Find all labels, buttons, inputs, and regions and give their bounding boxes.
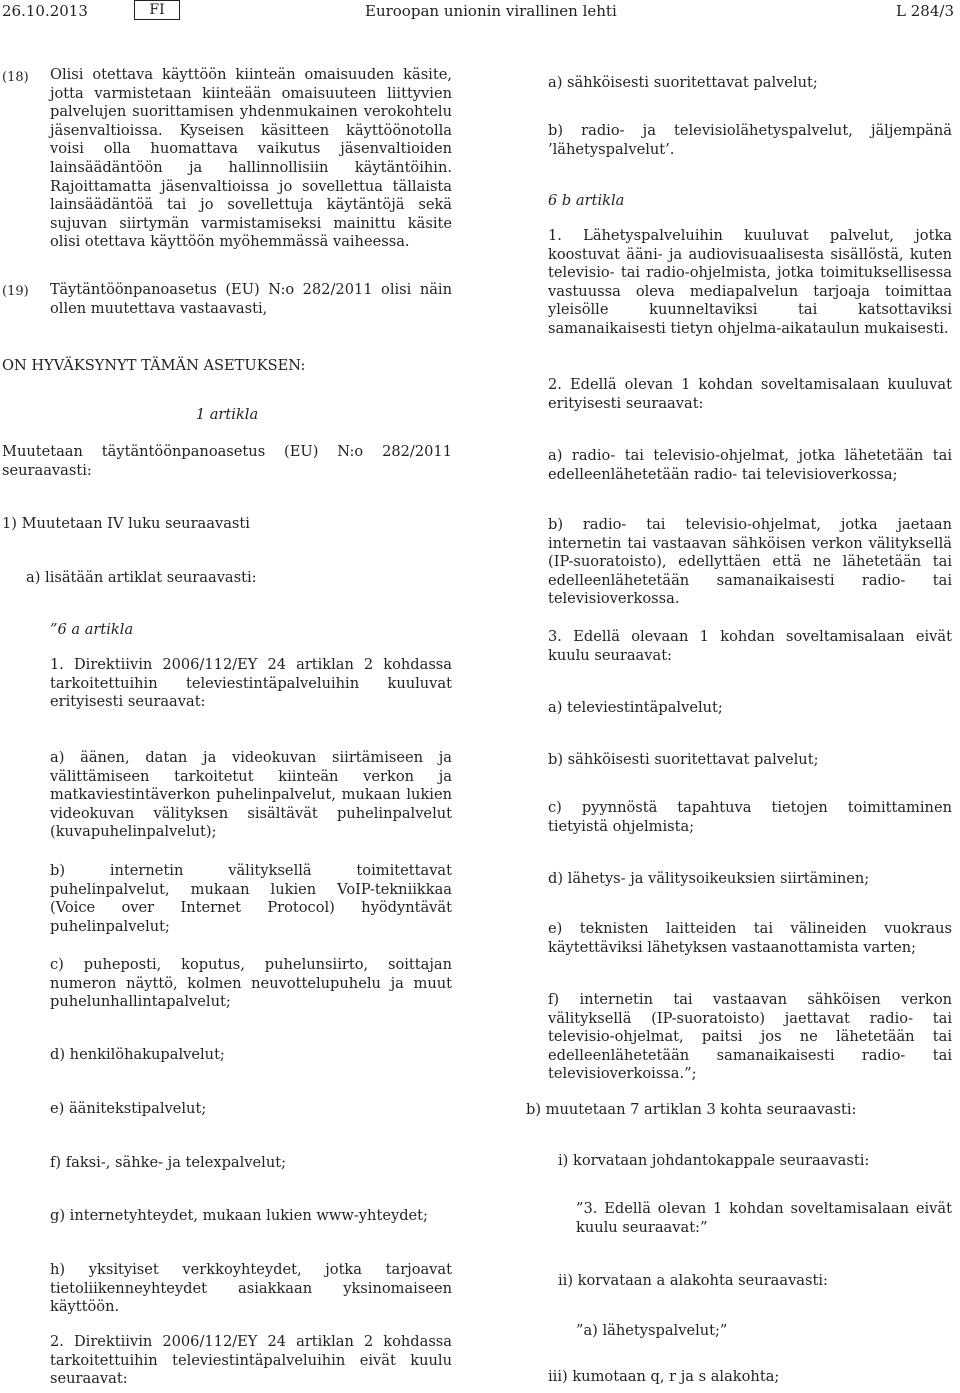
page-number: L 284/3: [896, 2, 954, 20]
article-1-intro: Muutetaan täytäntöönpanoasetus (EU) N:o 282/2011 seuraavasti:: [2, 443, 452, 479]
excluded-item-b: b) radio- ja televisiolähetyspalvelut, jäljempänä ’lähetyspalvelut’.: [548, 122, 952, 158]
list-item-f: f) faksi-, sähke- ja telexpalvelut;: [50, 1154, 287, 1171]
recital-19-number: (19): [2, 284, 29, 299]
article-6a-paragraph-1: 1. Direktiivin 2006/112/EY 24 artiklan 2 kohdassa tarkoitettuihin televiestintäpalveluihin kuuluvat erityisesti seuraavat:: [50, 656, 452, 711]
article-6a-paragraph-2: 2. Direktiivin 2006/112/EY 24 artiklan 2 kohdassa tarkoitettuihin televiestintäpalveluihin eivät kuulu seuraavat:: [50, 1333, 452, 1388]
article-1-title: 1 artikla: [195, 406, 259, 423]
paragraph-3-item-b: b) sähköisesti suoritettavat palvelut;: [548, 751, 819, 768]
page-header: [0, 0, 960, 30]
list-item-g: g) internetyhteydet, mukaan lukien www-yhteydet;: [50, 1207, 428, 1224]
article-6b-title: 6 b artikla: [548, 192, 625, 209]
amendment-item-ii: ii) korvataan a alakohta seuraavasti:: [558, 1272, 828, 1289]
paragraph-3-item-a: a) televiestintäpalvelut;: [548, 699, 723, 716]
paragraph-2-item-a: a) radio- tai televisio-ohjelmat, jotka lähetetään tai edelleenlähetetään radio- tai televisioverkossa;: [548, 447, 952, 483]
language-badge: FI: [134, 0, 180, 20]
list-item-b: b) internetin välityksellä toimitettavat puhelinpalvelut, mukaan lukien VoIP-tekniikkaa (Voice over Internet Protocol) hyödyntävät puhelinpalvelut;: [50, 862, 452, 935]
recital-19-text: Täytäntöönpanoasetus (EU) N:o 282/2011 olisi näin ollen muutettava vastaavasti,: [50, 281, 452, 317]
paragraph-3-item-c: c) pyynnöstä tapahtuva tietojen toimittaminen tietyistä ohjelmista;: [548, 799, 952, 835]
list-item-h: h) yksityiset verkkoyhteydet, jotka tarjoavat tietoliikenneyhteydet asiakkaan yksinomaiseen käyttöön.: [50, 1261, 452, 1316]
paragraph-3-item-f: f) internetin tai vastaavan sähköisen verkon välityksellä (IP-suoratoisto) jaettavat radio- tai televisio-ohjelmat, paitsi jos ne lähetetään tai edelleenlähetetään samanaikaisesti radio- tai televisioverkoissa.”;: [548, 991, 952, 1083]
amendment-item-1: 1) Muutetaan IV luku seuraavasti: [2, 515, 250, 532]
recital-18-text: Olisi otettava käyttöön kiinteän omaisuuden käsite, jotta varmistetaan kiinteään omaisuuteen liittyvien palvelujen suorittamisen yhdenmukainen verokohtelu jäsenvaltioissa. Kyseisen käsitteen käyttöönotolla voisi olla huomattava vaikutus jäsenvaltioiden lainsäädäntöön ja hallinnollisiin käytäntöihin. Rajoittamatta jäsenvaltioissa jo sovellettua tällaista lainsäädäntöä tai jo sovellettuja käytäntöjä sekä sujuvan siirtymän varmistamiseksi mainittu käsite olisi otettava käyttöön myöhemmässä vaiheessa.: [50, 66, 452, 251]
paragraph-3-item-d: d) lähetys- ja välitysoikeuksien siirtäminen;: [548, 870, 870, 887]
quoted-point-a: ”a) lähetyspalvelut;”: [576, 1322, 728, 1339]
list-item-c: c) puheposti, koputus, puhelunsiirto, soittajan numeron näyttö, kolmen neuvottelupuhelu ja muut puhelunhallintapalvelut;: [50, 956, 452, 1011]
amendment-item-b: b) muutetaan 7 artiklan 3 kohta seuraavasti:: [526, 1101, 857, 1118]
article-6b-paragraph-2: 2. Edellä olevan 1 kohdan soveltamisalaan kuuluvat erityisesti seuraavat:: [548, 376, 952, 412]
paragraph-2-item-b: b) radio- tai televisio-ohjelmat, jotka jaetaan internetin tai vastaavan sähköisen verkon välityksellä (IP-suoratoisto), edellyttäen että ne lähetetään tai edelleenlähetetään samanaikaisesti radio- tai televisioverkossa.: [548, 516, 952, 608]
article-6a-title: ”6 a artikla: [50, 621, 134, 638]
amendment-item-1a: a) lisätään artiklat seuraavasti:: [26, 569, 257, 586]
amendment-item-iii: iii) kumotaan q, r ja s alakohta;: [548, 1368, 780, 1385]
list-item-a: a) äänen, datan ja videokuvan siirtämiseen ja välittämiseen tarkoitetut kiinteän verkon ja matkaviestintäverkon puhelinpalvelut, mukaan lukien videokuvan välityksen sisältävät puhelinpalvelut (kuvapuhelinpalvelut);: [50, 749, 452, 841]
excluded-item-a: a) sähköisesti suoritettavat palvelut;: [548, 74, 818, 91]
recital-18-number: (18): [2, 70, 29, 85]
paragraph-3-item-e: e) teknisten laitteiden tai välineiden vuokraus käytettäviksi lähetyksen vastaanottamista varten;: [548, 920, 952, 956]
article-6b-paragraph-3: 3. Edellä olevaan 1 kohdan soveltamisalaan eivät kuulu seuraavat:: [548, 628, 952, 664]
quoted-paragraph-3: ”3. Edellä olevan 1 kohdan soveltamisalaan eivät kuulu seuraavat:”: [576, 1200, 952, 1236]
amendment-item-i: i) korvataan johdantokappale seuraavasti:: [558, 1152, 870, 1169]
article-6b-paragraph-1: 1. Lähetyspalveluihin kuuluvat palvelut, jotka koostuvat ääni- ja audiovisuaalisesta sisällöstä, kuten televisio- tai radio-ohjelmista, jotka toimituksellisessa vastuussa oleva mediapalvelun tarjoaja toimittaa yleisölle kuunneltaviksi tai katsottaviksi samanaikaisesti tietyn ohjelma-aikataulun mukaisesti.: [548, 227, 952, 337]
adoption-statement: ON HYVÄKSYNYT TÄMÄN ASETUKSEN:: [2, 357, 306, 374]
list-item-e: e) äänitekstipalvelut;: [50, 1100, 207, 1117]
journal-title: Euroopan unionin virallinen lehti: [365, 2, 617, 20]
list-item-d: d) henkilöhakupalvelut;: [50, 1046, 225, 1063]
publication-date: 26.10.2013: [2, 2, 88, 20]
